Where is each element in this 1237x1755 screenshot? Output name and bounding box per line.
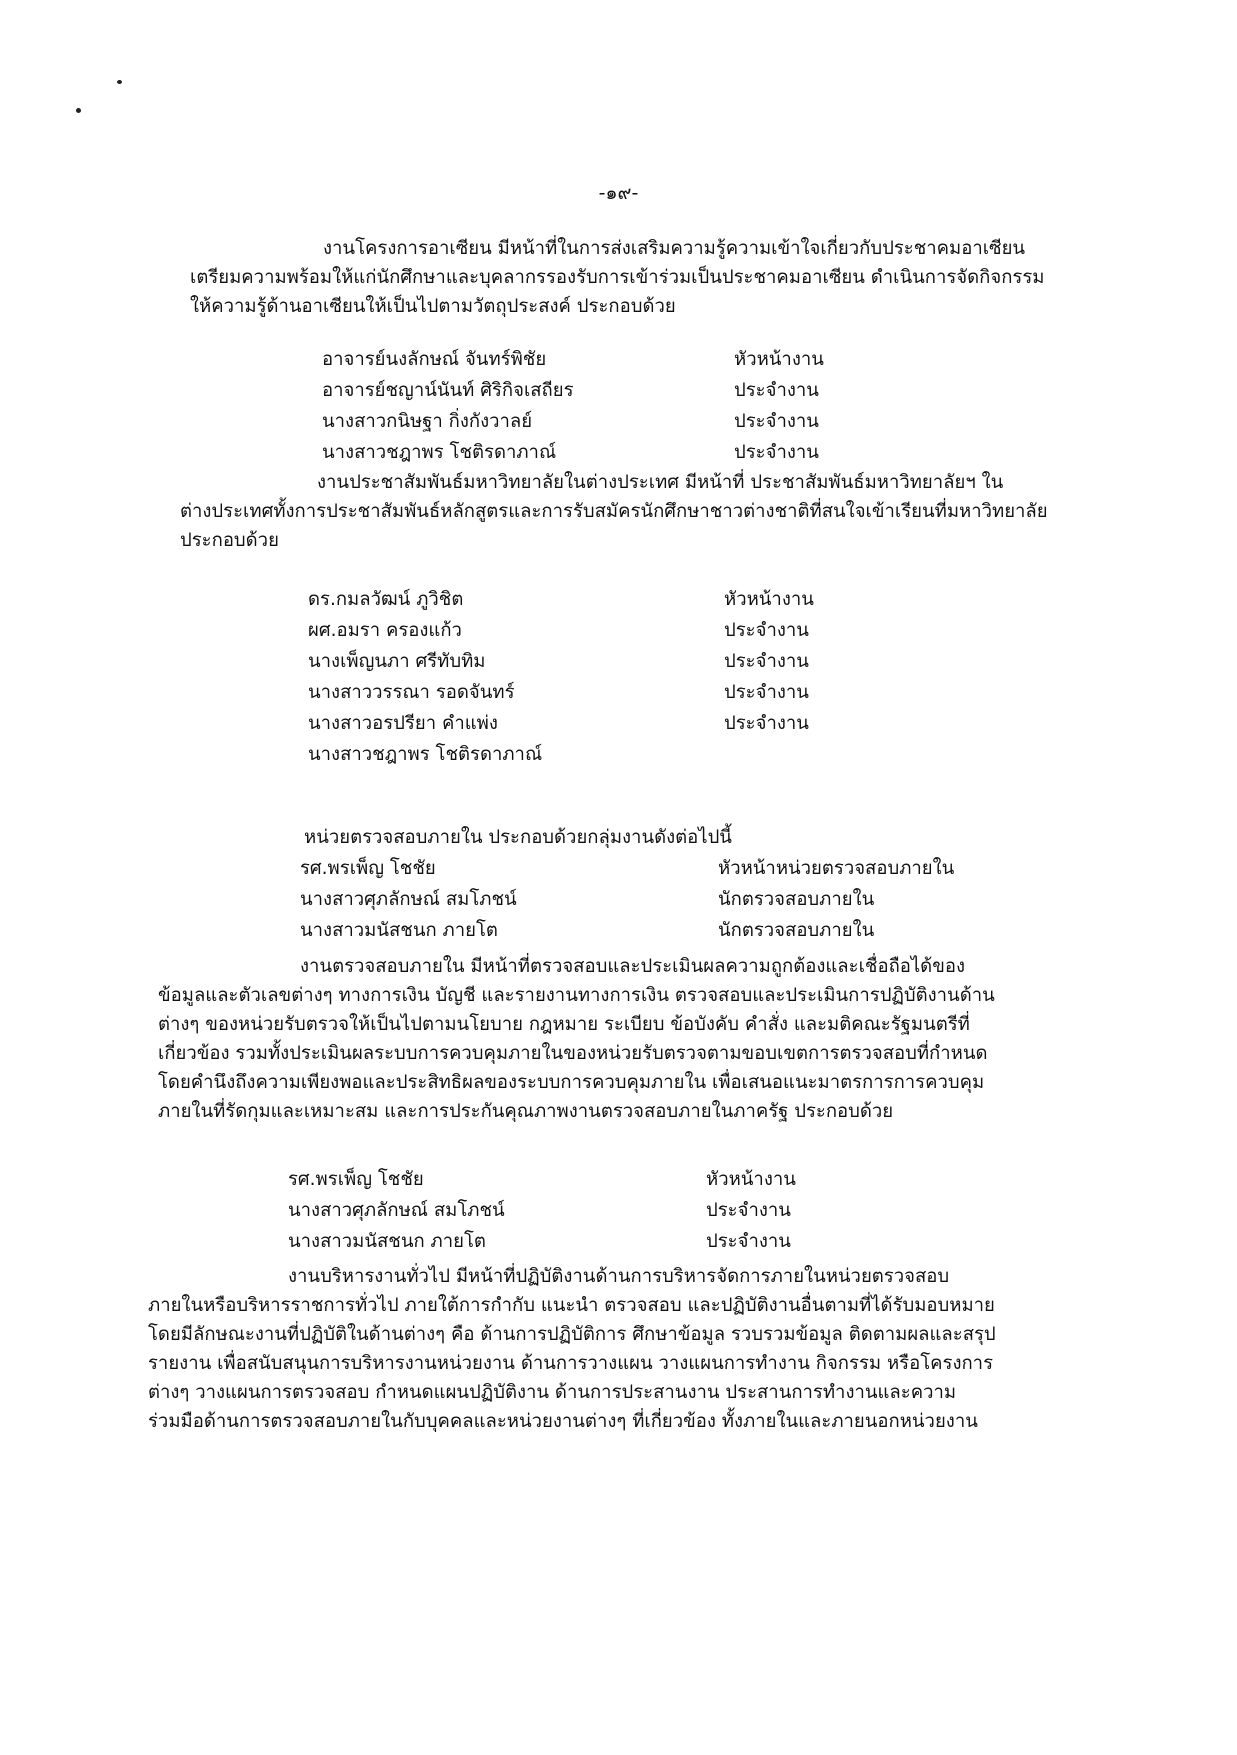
- member-name: นางเพ็ญนภา ศรีทับทิม: [308, 651, 486, 672]
- member-row: [308, 646, 868, 677]
- member-row: [322, 344, 882, 375]
- member-name: นางสาวกนิษฐา กิ่งกังวาลย์: [322, 411, 533, 432]
- audit-unit-heading: [304, 823, 732, 852]
- member-name: นางสาวศุภลักษณ์ สมโภชน์: [288, 1200, 505, 1221]
- member-name: นางสาวอรปรียา คำแพ่ง: [308, 713, 498, 734]
- member-name: นางสาวมนัสชนก ภายโต: [300, 920, 498, 941]
- paragraph-line: โดยมีลักษณะงานที่ปฏิบัติในด้านต่างๆ คือ ด้านการปฏิบัติการ ศึกษาข้อมูล รวบรวมข้อมูล ติดตามผลและสรุป: [148, 1324, 996, 1345]
- member-row: [300, 915, 920, 946]
- member-role: หัวหน้าหน่วยตรวจสอบภายใน: [718, 858, 955, 879]
- internal-audit-paragraph: [158, 952, 995, 1126]
- member-name: รศ.พรเพ็ญ โชชัย: [288, 1169, 424, 1190]
- member-name: อาจารย์ชญาน์นันท์ ศิริกิจเสถียร: [322, 380, 574, 401]
- paragraph-line: ข้อมูลและตัวเลขต่างๆ ทางการเงิน บัญชี และรายงานทางการเงิน ตรวจสอบและประเมินการปฏิบัติงานด้าน: [158, 985, 995, 1006]
- member-name: นางสาวชฎาพร โชติรดาภาณ์: [308, 744, 543, 765]
- paragraph-line: งานตรวจสอบภายใน มีหน้าที่ตรวจสอบและประเมินผลความถูกต้องและเชื่อถือได้ของ: [300, 956, 965, 977]
- international-member-list: [308, 584, 868, 770]
- paragraph-line: งานโครงการอาเซียน มีหน้าที่ในการส่งเสริมความรู้ความเข้าใจเกี่ยวกับประชาคมอาเซียน: [323, 238, 1026, 259]
- member-row: [288, 1226, 848, 1257]
- paragraph-line: งานบริหารงานทั่วไป มีหน้าที่ปฏิบัติงานด้านการบริหารจัดการภายในหน่วยตรวจสอบ: [288, 1266, 950, 1287]
- member-role: ประจำงาน: [706, 1231, 791, 1252]
- page-number: -๑๙-: [598, 182, 639, 204]
- paragraph-line: ภายในที่รัดกุมและเหมาะสม และการประกันคุณภาพงานตรวจสอบภายในภาครัฐ ประกอบด้วย: [158, 1101, 894, 1122]
- section-heading: หน่วยตรวจสอบภายใน ประกอบด้วยกลุ่มงานดังต่อไปนี้: [304, 827, 732, 848]
- paragraph-line: รายงาน เพื่อสนับสนุนการบริหารงานหน่วยงาน ด้านการวางแผน วางแผนการทำงาน กิจกรรม หรือโครงการ: [148, 1353, 994, 1374]
- member-name: ดร.กมลวัฒน์ ภูวิชิต: [308, 589, 464, 610]
- member-name: นางสาวมนัสชนก ภายโต: [288, 1231, 486, 1252]
- member-row: [300, 853, 955, 884]
- paragraph-line: เกี่ยวข้อง รวมทั้งประเมินผลระบบการควบคุมภายในของหน่วยรับตรวจตามขอบเขตการตรวจสอบที่กำหนด: [158, 1043, 988, 1064]
- member-role: หัวหน้างาน: [706, 1169, 796, 1190]
- member-role: ประจำงาน: [724, 620, 809, 641]
- general-admin-paragraph: [148, 1262, 996, 1436]
- member-name: นางสาวศุภลักษณ์ สมโภชน์: [300, 889, 517, 910]
- paragraph-line: ประกอบด้วย: [180, 530, 279, 551]
- paragraph-line: ต่างๆ ของหน่วยรับตรวจให้เป็นไปตามนโยบาย กฎหมาย ระเบียบ ข้อบังคับ คำสั่ง และมติคณะรัฐมนตรีที่: [158, 1014, 970, 1035]
- asean-member-list: [322, 344, 882, 468]
- asean-paragraph: [190, 234, 1044, 321]
- paragraph-line: ร่วมมือด้านการตรวจสอบภายในกับบุคคลและหน่วยงานต่างๆ ที่เกี่ยวข้อง ทั้งภายในและภายนอกหน่วยงาน: [148, 1411, 978, 1432]
- member-role: ประจำงาน: [724, 682, 809, 703]
- member-row: [288, 1164, 848, 1195]
- member-row: [300, 884, 920, 915]
- member-role: นักตรวจสอบภายใน: [718, 920, 875, 941]
- member-role: นักตรวจสอบภายใน: [718, 889, 875, 910]
- member-role: ประจำงาน: [706, 1200, 791, 1221]
- member-row: [322, 437, 882, 468]
- member-role: ประจำงาน: [724, 651, 809, 672]
- internal-audit-member-list: [288, 1164, 848, 1257]
- paragraph-line: ภายในหรือบริหารราชการทั่วไป ภายใต้การกำกับ แนะนำ ตรวจสอบ และปฏิบัติงานอื่นตามที่ได้รับมอบหมาย: [148, 1295, 995, 1316]
- member-name: อาจารย์นงลักษณ์ จันทร์พิชัย: [322, 349, 547, 370]
- member-row: [308, 584, 868, 615]
- member-row: [308, 708, 868, 739]
- paragraph-line: ให้ความรู้ด้านอาเซียนให้เป็นไปตามวัตถุประสงค์ ประกอบด้วย: [190, 296, 676, 317]
- paragraph-line: โดยคำนึงถึงความเพียงพอและประสิทธิผลของระบบการควบคุมภายใน เพื่อเสนอแนะมาตรการการควบคุม: [158, 1072, 985, 1093]
- member-row: [308, 739, 868, 770]
- member-row: [322, 406, 882, 437]
- member-role: ประจำงาน: [734, 380, 819, 401]
- paragraph-line: เตรียมความพร้อมให้แก่นักศึกษาและบุคลากรรองรับการเข้าร่วมเป็นประชาคมอาเซียน ดำเนินการจัดกิจกรรม: [190, 267, 1045, 288]
- member-name: รศ.พรเพ็ญ โชชัย: [300, 858, 436, 879]
- paragraph-line: ต่างๆ วางแผนการตรวจสอบ กำหนดแผนปฏิบัติงาน ด้านการประสานงาน ประสานการทำงานและความ: [148, 1382, 957, 1403]
- international-paragraph: [180, 468, 1048, 555]
- member-role: หัวหน้างาน: [734, 349, 824, 370]
- member-role: หัวหน้างาน: [724, 589, 814, 610]
- member-row: [322, 375, 882, 406]
- member-name: นางสาวชฎาพร โชติรดาภาณ์: [322, 442, 557, 463]
- paragraph-line: งานประชาสัมพันธ์มหาวิทยาลัยในต่างประเทศ มีหน้าที่ ประชาสัมพันธ์มหาวิทยาลัยฯ ใน: [317, 472, 1004, 493]
- paragraph-line: ต่างประเทศทั้งการประชาสัมพันธ์หลักสูตรและการรับสมัครนักศึกษาชาวต่างชาติที่สนใจเข้าเรียนที่มหาวิทยาลัย: [180, 501, 1048, 522]
- member-row: [308, 615, 868, 646]
- member-name: ผศ.อมรา ครองแก้ว: [308, 620, 462, 641]
- member-name: นางสาววรรณา รอดจันทร์: [308, 682, 515, 703]
- scan-speck: [117, 80, 122, 84]
- member-role: ประจำงาน: [734, 411, 819, 432]
- member-role: ประจำงาน: [734, 442, 819, 463]
- scan-speck: [76, 108, 81, 113]
- audit-unit-member-list: [300, 853, 955, 946]
- member-role: ประจำงาน: [724, 713, 809, 734]
- member-row: [288, 1195, 848, 1226]
- member-row: [308, 677, 868, 708]
